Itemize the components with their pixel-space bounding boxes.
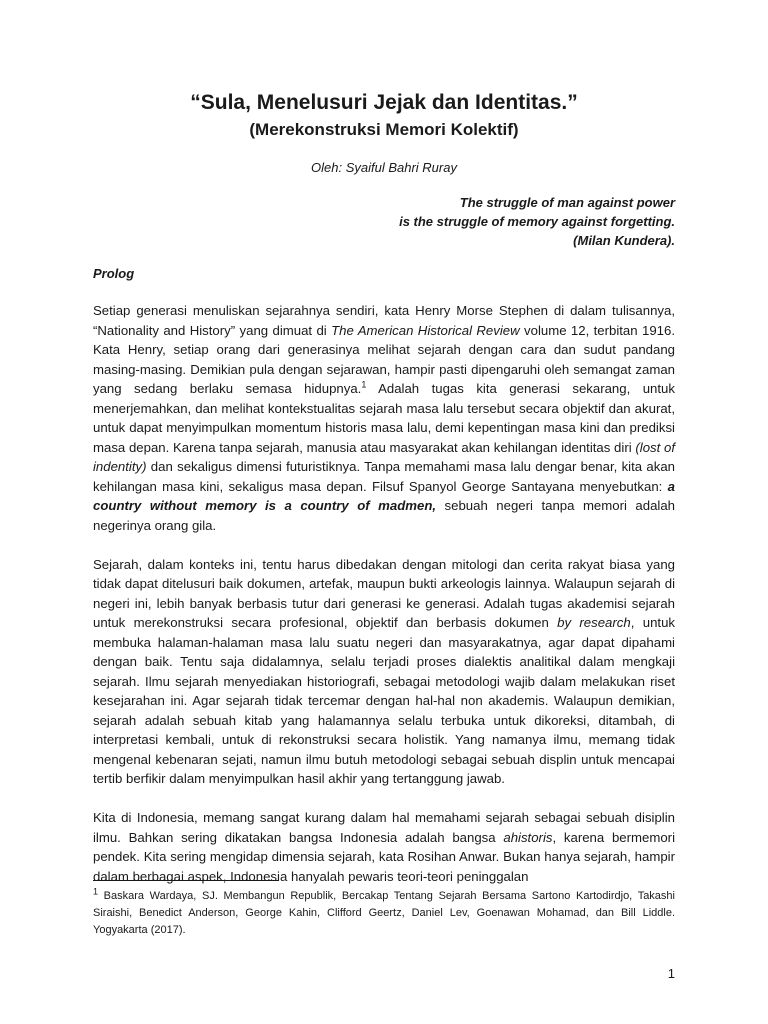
italic-term: ahistoris [503, 829, 553, 845]
epigraph-attribution: (Milan Kundera). [573, 233, 675, 248]
text-run: dan sekaligus dimensi futuristiknya. Tanpa memahami masa lalu dengar benar, kita akan kehilangan masa kini, sekaligus masa depan. Filsuf Spanyol George Santayana menyebutkan: [93, 459, 675, 494]
text-run: , untuk membuka halaman-halaman masa lalu suatu negeri dan masyarakatnya, agar dapat dipahami dengan baik. Tentu saja didalamnya, selalu terjadi proses dialektis analitikal dalam mengkaji sejarah. Ilmu sejarah menyediakan historiografi, sebagai metodologi wajib dalam melakukan riset kesejarahan ini. Agar sejarah tidak tercemar dengan hal-hal non akademis. Walaupun demikian, sejarah adalah sebuah kitab yang halamannya selalu terbuka untuk dikoreksi, ditambah, di interpretasi kembali, untuk di rekonstruksi secara holistik. Yang namanya ilmu, memang tidak mengenal kebenaran sejati, namun ilmu butuh metodologi sebagai sebuah displin untuk mencapai tertib berfikir dalam menyimpulkan hasil akhir yang tertanggung jawab. [93, 615, 675, 786]
text-run: Sejarah, dalam konteks ini, tentu harus dibedakan dengan mitologi dan cerita rakyat biasa yang tidak dapat ditelusuri baik dokumen, artefak, maupun bukti arkeologis lainnya. Walaupun sejarah di negeri ini, lebih banyak berbasis tutur dari generasi ke generasi. Adalah tugas akademisi sejarah untuk merekonstruksi secara profesional, objektif dan berbasis dokumen [93, 556, 675, 630]
footnote-marker: 1 [93, 886, 99, 897]
emphasized-quote: a country without memory is a country of madmen, [93, 478, 675, 513]
italic-term: (lost of indentity) [93, 439, 676, 474]
text-run: , karena bermemori pendek. Kita sering mengidap dimensia sejarah, kata Rosihan Anwar. Bukan hanya sejarah, hampir dalam berbagai aspek, Indonesia hanyalah pewaris teori-teori peninggalan [93, 829, 675, 884]
paragraph-1 [93, 301, 675, 535]
footnote [93, 888, 675, 939]
text-run: Adalah tugas kita generasi sekarang, untuk menerjemahkan, dan melihat kontekstualitas sejarah masa lalu tersebut secara objektif dan akurat, untuk dapat menyimpulkan momentum historis masa lalu, demi kepentingan masa kini dan prediksi masa depan. Karena tanpa sejarah, manusia atau masyarakat akan kehilangan identitas diri [93, 381, 675, 455]
footnote-reference[interactable]: 1 [361, 379, 367, 390]
document-title: “Sula, Menelusuri Jejak dan Identitas.” [190, 91, 578, 114]
paragraph-2 [93, 555, 675, 789]
epigraph [399, 193, 675, 250]
text-run: sebuah negeri tanpa memori adalah negerinya orang gila. [93, 498, 676, 533]
text-run: volume 12, terbitan 1916. Kata Henry, setiap orang dari generasinya melihat sejarah dengan cara dan sudut pandang masing-masing. Demikian pula dengan sejarawan, hampir pasti dipengaruhi oleh semangat zaman yang sedang berlaku semasa hidupnya. [93, 322, 675, 396]
italic-term: by research [557, 615, 631, 630]
footnote-divider [93, 880, 279, 881]
text-run: Setiap generasi menuliskan sejarahnya sendiri, kata Henry Morse Stephen di dalam tulisannya, “Nationality and History” yang dimuat di [93, 303, 675, 338]
epigraph-line: is the struggle of memory against forgetting. [399, 214, 675, 229]
text-run: Kita di Indonesia, memang sangat kurang dalam hal memahami sejarah sebagai sebuah disiplin ilmu. Bahkan sering dikatakan bangsa Indonesia adalah bangsa [93, 810, 675, 845]
journal-title: The American Historical Review [331, 322, 520, 338]
paragraph-3 [93, 808, 675, 886]
body-text [93, 301, 675, 906]
page-number: 1 [667, 966, 675, 981]
document-subtitle: (Merekonstruksi Memori Kolektif) [249, 120, 519, 139]
epigraph-line: The struggle of man against power [459, 195, 675, 210]
author-byline: Oleh: Syaiful Bahri Ruray [311, 160, 457, 175]
footnote-text: Baskara Wardaya, SJ. Membangun Republik, Bercakap Tentang Sejarah Bersama Sartono Kartodirdjo, Takashi Siraishi, Benedict Anderson, George Kahin, Clifford Geertz, Daniel Lev, Goenawan Mohamad, dan Bill Liddle. Yogyakarta (2017). [93, 890, 675, 936]
section-heading: Prolog [93, 266, 135, 281]
